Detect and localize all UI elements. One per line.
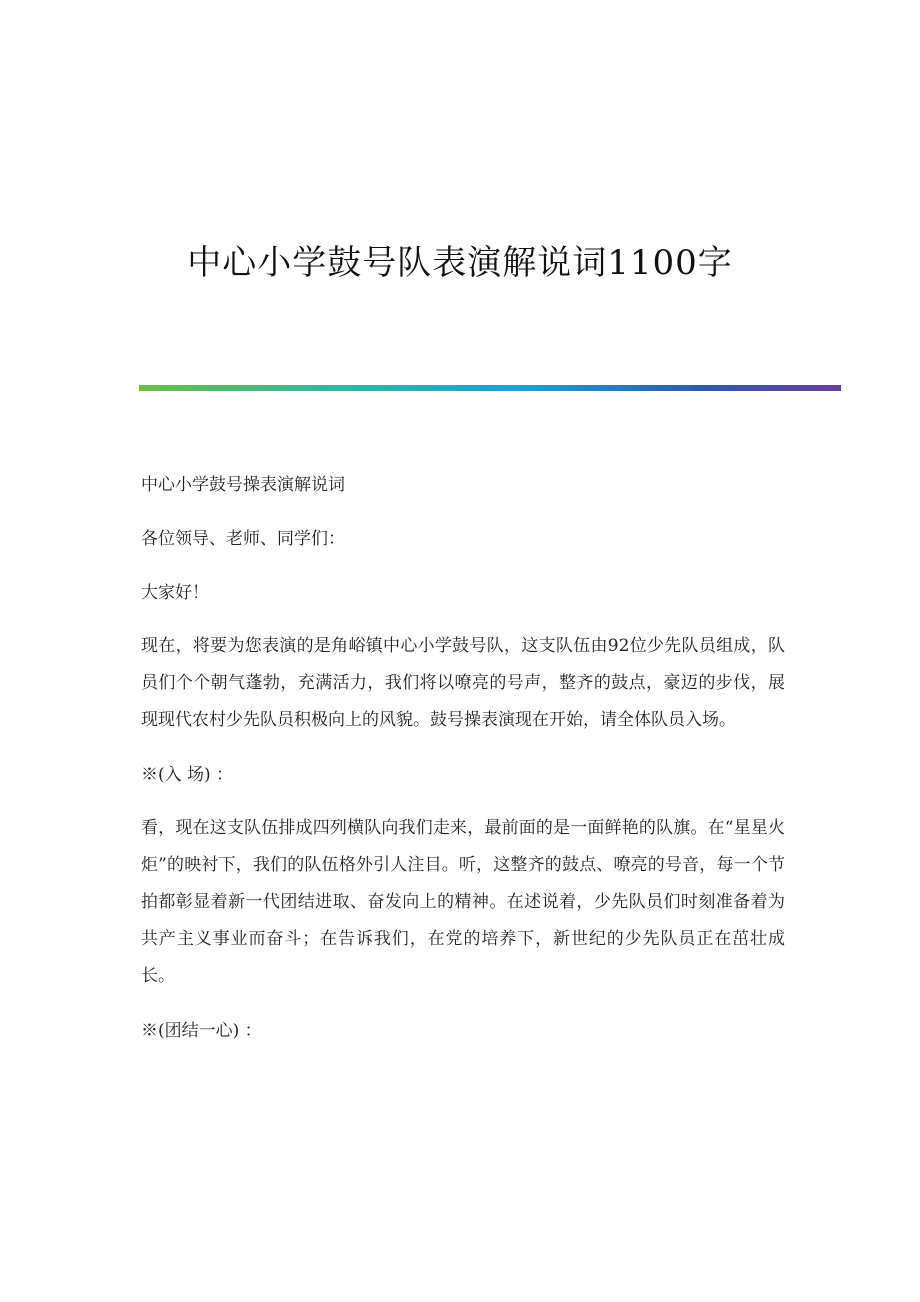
paragraph-heading: 中心小学鼓号操表演解说词 — [141, 475, 345, 495]
section-marker-unity: ※(团结一心) ： — [141, 1021, 262, 1041]
document-title: 中心小学鼓号队表演解说词1100字 — [187, 242, 733, 283]
paragraph-entrance-description: 看，现在这支队伍排成四列横队向我们走来，最前面的是一面鲜艳的队旗。在“星星火炬”的映衬下，我们的队伍格外引人注目。听，这整齐的鼓点、嘹亮的号音，每一个节拍都彰显着新一代团结进取、奋发向上的精神。在述说着，少先队员们时刻准备着为共产主义事业而奋斗；在告诉我们，在党的培养下，新世纪的少先队员正在茁壮成长。 — [141, 818, 785, 986]
paragraph-greeting: 大家好！ — [141, 583, 209, 603]
paragraph-introduction: 现在，将要为您表演的是角峪镇中心小学鼓号队，这支队伍由92位少先队员组成，队员们个个朝气蓬勃，充满活力，我们将以嘹亮的号声，整齐的鼓点，豪迈的步伐，展现现代农村少先队员积极向上的风貌。鼓号操表演现在开始，请全体队员入场。 — [141, 636, 785, 730]
title-divider — [139, 385, 841, 391]
paragraph-salutation: 各位领导、老师、同学们： — [141, 529, 345, 549]
section-marker-entrance: ※(入 场) ： — [141, 765, 234, 785]
document-body — [141, 469, 785, 1069]
